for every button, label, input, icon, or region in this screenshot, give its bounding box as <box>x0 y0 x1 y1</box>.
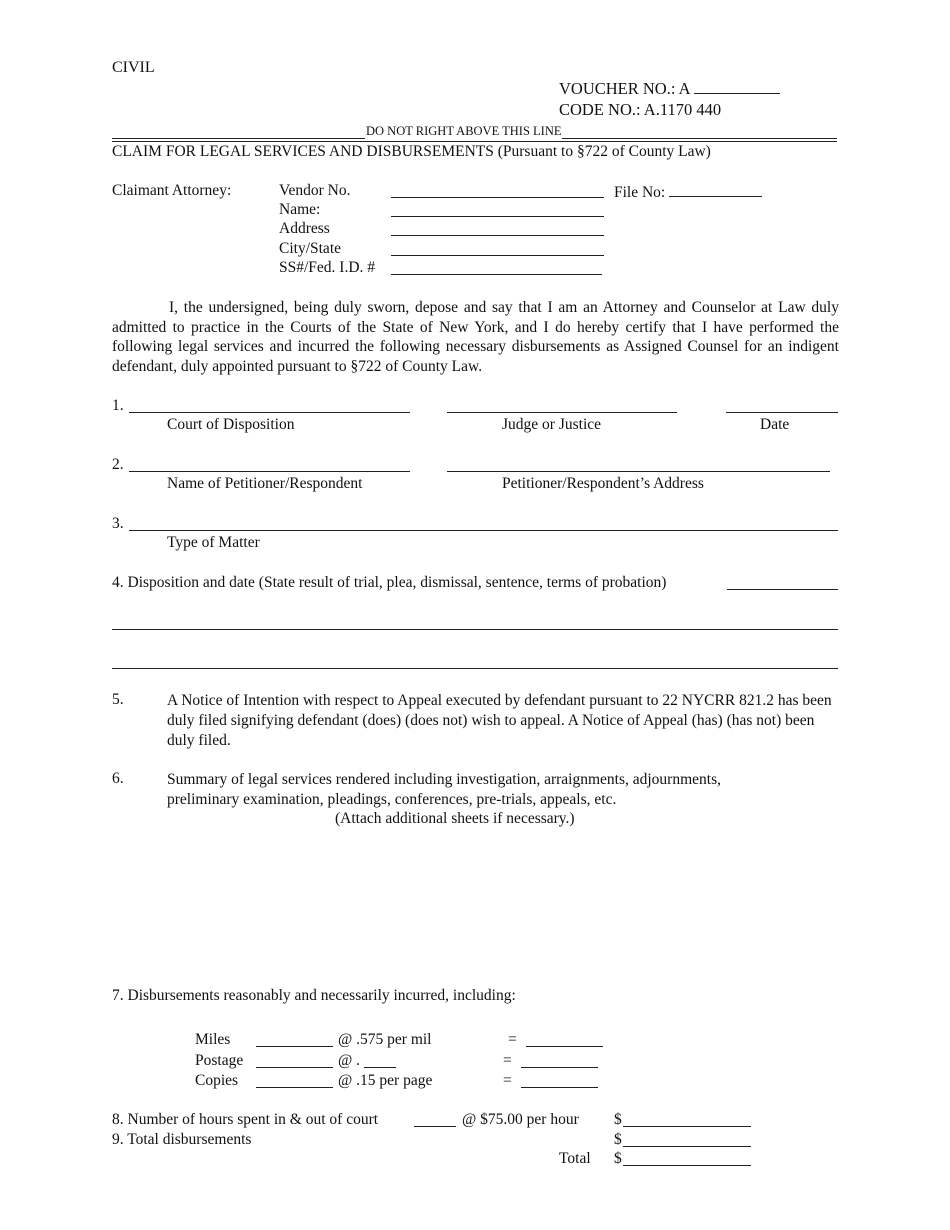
postage-label: Postage <box>195 1052 244 1069</box>
disbursements-amount-blank[interactable] <box>623 1132 751 1147</box>
claimant-label: Claimant Attorney: <box>112 182 232 199</box>
copies-amount-blank[interactable] <box>521 1073 598 1088</box>
copies-blank[interactable] <box>256 1073 333 1088</box>
miles-label: Miles <box>195 1031 231 1048</box>
court-blank[interactable] <box>129 398 410 413</box>
postage-rate-blank[interactable] <box>364 1053 396 1068</box>
vendor-label: Vendor No. <box>279 182 351 199</box>
disbursements-currency: $ <box>614 1131 622 1148</box>
item-5-number: 5. <box>112 691 124 708</box>
item-6-text: Summary of legal services rendered including investigation, arraignments, adjournments, preliminary examination, pleadings, conferences, pre-trials, appeals, etc. <box>167 771 721 808</box>
do-not-write-line <box>112 124 837 140</box>
miles-amount-blank[interactable] <box>526 1032 603 1047</box>
declaration-paragraph: I, the undersigned, being duly sworn, depose and say that I am an Attorney and Counselor at Law duly admitted to practice in the Courts of the State of New York, and I do hereby certify that I have performed the following legal services and incurred the following necessary disbursements as Assigned Counsel for an indigent defendant, duly appointed pursuant to §722 of County Law. <box>112 299 839 375</box>
petitioner-name-blank[interactable] <box>129 457 410 472</box>
item-4-text: 4. Disposition and date (State result of trial, plea, dismissal, sentence, terms of probation) <box>112 574 667 591</box>
petitioner-name-caption: Name of Petitioner/Respondent <box>167 475 363 492</box>
hours-currency: $ <box>614 1111 622 1128</box>
hours-amount-blank[interactable] <box>623 1112 751 1127</box>
postage-blank[interactable] <box>256 1053 333 1068</box>
miles-equals: = <box>508 1031 517 1048</box>
voucher-number <box>559 79 780 99</box>
date-caption: Date <box>760 416 790 433</box>
matter-type-blank[interactable] <box>129 516 838 531</box>
warning-text: DO NOT RIGHT ABOVE THIS LINE <box>366 124 562 138</box>
copies-equals: = <box>503 1072 512 1089</box>
hours-blank[interactable] <box>414 1112 456 1127</box>
civil-label: CIVIL <box>112 59 155 76</box>
postage-equals: = <box>503 1052 512 1069</box>
total-label: Total <box>559 1150 591 1167</box>
copies-label: Copies <box>195 1072 239 1089</box>
item-6-number: 6. <box>112 770 124 787</box>
voucher-blank[interactable] <box>694 79 780 94</box>
address-label: Address <box>279 220 330 237</box>
postage-amount-blank[interactable] <box>521 1053 598 1068</box>
item-2-number: 2. <box>112 456 124 473</box>
court-caption: Court of Disposition <box>167 416 295 433</box>
miles-rate: @ .575 per mil <box>338 1031 432 1048</box>
services-summary-area[interactable] <box>112 835 838 975</box>
city-label: City/State <box>279 240 341 257</box>
form-title: CLAIM FOR LEGAL SERVICES AND DISBURSEMENTS (Pursuant to §722 of County Law) <box>112 143 711 160</box>
postage-rate: @ . <box>338 1052 361 1069</box>
disposition-blank-1[interactable] <box>727 575 838 590</box>
hours-rate: @ $75.00 per hour <box>462 1111 579 1128</box>
disposition-blank-2[interactable] <box>112 629 838 630</box>
total-currency: $ <box>614 1150 622 1167</box>
city-blank[interactable] <box>391 241 604 256</box>
date-blank[interactable] <box>726 398 838 413</box>
file-no <box>614 182 762 203</box>
judge-blank[interactable] <box>447 398 677 413</box>
ssn-label: SS#/Fed. I.D. # <box>279 259 376 276</box>
copies-rate: @ .15 per page <box>338 1072 433 1089</box>
vendor-blank[interactable] <box>391 183 604 198</box>
voucher-label: VOUCHER NO.: A <box>559 79 690 98</box>
hours-label: 8. Number of hours spent in & out of court <box>112 1111 379 1128</box>
disbursements-total-label: 9. Total disbursements <box>112 1131 252 1148</box>
total-amount-blank[interactable] <box>623 1151 751 1166</box>
petitioner-address-blank[interactable] <box>447 457 830 472</box>
judge-caption: Judge or Justice <box>502 416 602 433</box>
item-7-text: 7. Disbursements reasonably and necessarily incurred, including: <box>112 987 516 1004</box>
name-blank[interactable] <box>391 202 604 217</box>
item-1-number: 1. <box>112 397 124 414</box>
file-label: File No: <box>614 184 666 201</box>
address-blank[interactable] <box>391 221 604 236</box>
item-3-number: 3. <box>112 515 124 532</box>
miles-blank[interactable] <box>256 1032 333 1047</box>
disposition-blank-3[interactable] <box>112 668 838 669</box>
item-6-note: (Attach additional sheets if necessary.) <box>335 810 575 827</box>
petitioner-address-caption: Petitioner/Respondent’s Address <box>502 475 704 492</box>
code-number: CODE NO.: A.1170 440 <box>559 100 722 119</box>
ssn-blank[interactable] <box>391 260 602 275</box>
name-label: Name: <box>279 201 321 218</box>
item-5-text: A Notice of Intention with respect to Appeal executed by defendant pursuant to 22 NYCRR 821.2 has been duly filed signifying defendant (does) (does not) wish to appeal. A Notice of Appeal (has) (has not) been duly filed. <box>167 692 832 749</box>
header-rule <box>112 141 837 142</box>
file-blank[interactable] <box>669 182 762 197</box>
matter-type-caption: Type of Matter <box>167 534 260 551</box>
